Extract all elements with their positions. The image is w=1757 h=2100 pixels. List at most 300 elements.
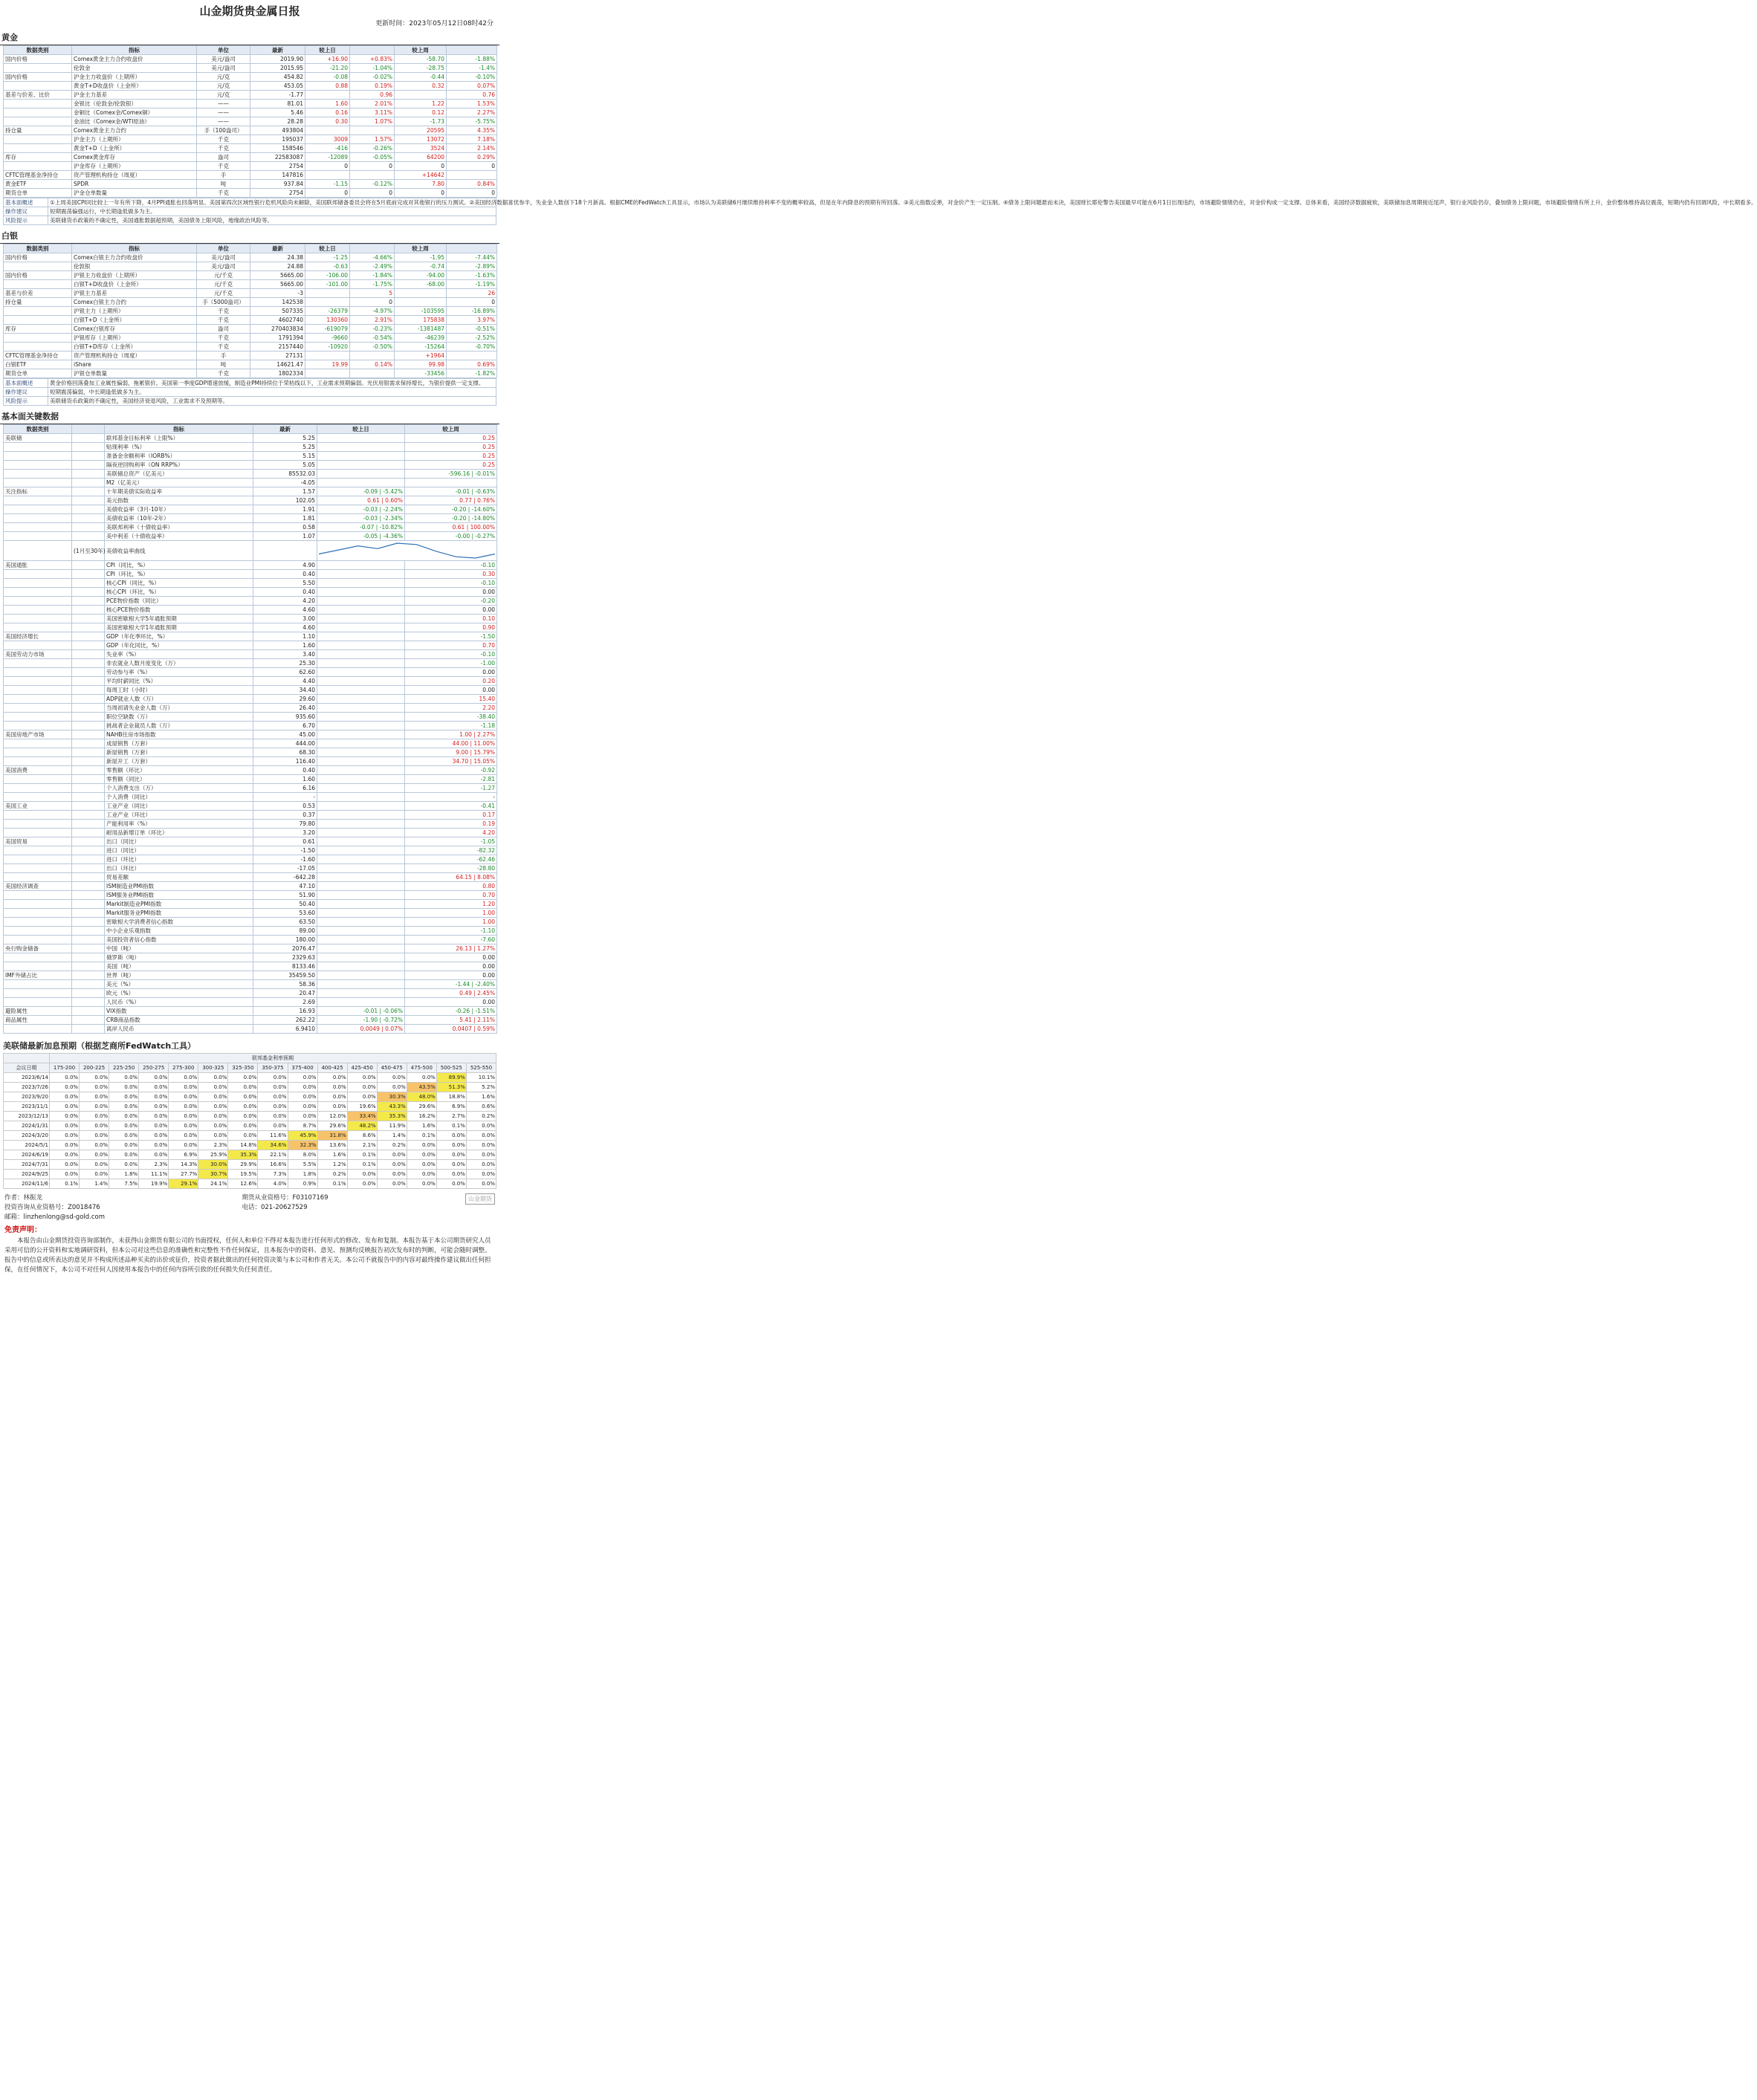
macro-cell: -0.41	[405, 802, 497, 811]
gold-cell	[305, 91, 350, 100]
macro-cell	[4, 936, 72, 944]
macro-cell: 美债收益率（10年-2年）	[105, 514, 253, 523]
gold-cell: 64200	[395, 153, 447, 162]
macro-cell: 935.60	[253, 713, 317, 722]
fedwatch-prob: 30.3%	[377, 1092, 407, 1102]
silver-col-header: 较上日	[305, 244, 350, 253]
macro-cell	[317, 775, 405, 784]
fedwatch-prob: 34.6%	[258, 1141, 288, 1150]
fedwatch-prob: 0.0%	[317, 1092, 347, 1102]
fedwatch-prob: 8.6%	[347, 1131, 377, 1141]
fedwatch-prob: 0.0%	[109, 1150, 139, 1160]
silver-table-row	[4, 253, 497, 262]
macro-cell: 45.00	[253, 730, 317, 739]
silver-cell: 1791394	[250, 334, 305, 343]
gold-cell	[4, 108, 72, 117]
macro-cell: 0.58	[253, 523, 317, 532]
silver-cell: 白银T+D收盘价（上金所）	[72, 280, 197, 289]
macro-cell	[4, 461, 72, 470]
fedwatch-prob: 0.0%	[139, 1083, 169, 1092]
silver-cell: 24.88	[250, 262, 305, 271]
fedwatch-prob: 48.0%	[407, 1092, 436, 1102]
macro-cell: 5.25	[253, 434, 317, 443]
gold-cell: +14642	[395, 171, 447, 180]
fedwatch-prob: 0.0%	[228, 1083, 258, 1092]
macro-table-row	[4, 597, 497, 606]
fedwatch-date: 2023/9/20	[4, 1092, 50, 1102]
fedwatch-prob: 1.6%	[407, 1121, 436, 1131]
silver-cell: Comex白银主力合约收盘价	[72, 253, 197, 262]
silver-cell: 0.14%	[350, 360, 395, 369]
macro-cell	[317, 452, 405, 461]
gold-cell: 0.07%	[447, 82, 497, 91]
fedwatch-prob: 0.0%	[109, 1083, 139, 1092]
gold-cell: -5.75%	[447, 117, 497, 126]
macro-table-row	[4, 713, 497, 722]
silver-cell	[4, 307, 72, 316]
fedwatch-table	[3, 1053, 496, 1189]
silver-cell: 14621.47	[250, 360, 305, 369]
macro-cell	[72, 882, 105, 891]
fedwatch-prob: 0.0%	[288, 1102, 317, 1112]
macro-cell	[405, 479, 497, 487]
macro-cell	[4, 757, 72, 766]
macro-cell: 密歇根大学消费者信心指数	[105, 918, 253, 927]
macro-table-row	[4, 514, 497, 523]
silver-cell: 盎司	[197, 325, 250, 334]
silver-table-header	[4, 244, 497, 253]
macro-col-header: 数据类别	[4, 425, 72, 434]
macro-cell: Markit服务业PMI指数	[105, 909, 253, 918]
silver-cell: -0.63	[305, 262, 350, 271]
gold-cell: 493804	[250, 126, 305, 135]
macro-cell	[72, 900, 105, 909]
macro-cell: -0.09 | -5.42%	[317, 487, 405, 496]
fedwatch-prob: 0.0%	[407, 1073, 436, 1083]
macro-cell	[72, 837, 105, 846]
macro-table-row	[4, 730, 497, 739]
gold-cell	[350, 126, 395, 135]
macro-cell	[4, 784, 72, 793]
email[interactable]: 邮箱：linzhenlong@sd-gold.com	[4, 1213, 106, 1221]
silver-cell: -1.25	[305, 253, 350, 262]
fedwatch-date: 2023/7/26	[4, 1083, 50, 1092]
macro-cell	[317, 695, 405, 704]
macro-cell	[4, 918, 72, 927]
silver-cell: -46239	[395, 334, 447, 343]
macro-cell: -62.46	[405, 855, 497, 864]
silver-table-row	[4, 351, 497, 360]
fedwatch-prob: 2.1%	[347, 1141, 377, 1150]
gold-table-header	[4, 46, 497, 55]
macro-table-header	[4, 425, 497, 434]
macro-cell	[4, 900, 72, 909]
macro-table-row	[4, 722, 497, 730]
author: 作者：林振龙	[4, 1194, 43, 1202]
gold-table	[3, 45, 497, 198]
macro-cell: 102.05	[253, 496, 317, 505]
fedwatch-prob: 0.0%	[139, 1131, 169, 1141]
gold-basic-label: 基本面概述	[4, 198, 48, 207]
macro-col-header: 较上周	[405, 425, 497, 434]
fedwatch-prob: 0.0%	[80, 1073, 109, 1083]
fedwatch-prob: 0.0%	[109, 1092, 139, 1102]
macro-cell	[72, 570, 105, 579]
macro-cell: 新屋开工（万套）	[105, 757, 253, 766]
macro-cell	[4, 479, 72, 487]
silver-cell: -1.63%	[447, 271, 497, 280]
macro-cell: CPI（环比，%）	[105, 570, 253, 579]
macro-table-row	[4, 980, 497, 989]
fedwatch-prob: 0.1%	[347, 1160, 377, 1170]
macro-cell	[317, 811, 405, 820]
fedwatch-prob: 0.0%	[50, 1131, 80, 1141]
silver-cell: 3.97%	[447, 316, 497, 325]
macro-cell	[4, 980, 72, 989]
gold-cell: 28.28	[250, 117, 305, 126]
macro-cell	[317, 846, 405, 855]
macro-cell: 核心PCE物价指数	[105, 606, 253, 615]
macro-table-row	[4, 936, 497, 944]
macro-cell: 1.81	[253, 514, 317, 523]
gold-cell: CFTC管理基金净持仓	[4, 171, 72, 180]
gold-table-row	[4, 135, 497, 144]
macro-cell	[72, 659, 105, 668]
macro-cell: 2076.47	[253, 944, 317, 953]
macro-cell	[4, 443, 72, 452]
fedwatch-prob: 0.0%	[169, 1112, 198, 1121]
fedwatch-col-header: 350-375	[258, 1063, 288, 1073]
gold-cell: -1.15	[305, 180, 350, 189]
silver-table-row	[4, 316, 497, 325]
macro-cell: 职位空缺数（万）	[105, 713, 253, 722]
macro-cell	[72, 766, 105, 775]
silver-cell: 千克	[197, 334, 250, 343]
macro-table-row	[4, 623, 497, 632]
gold-cell: 0.16	[305, 108, 350, 117]
macro-table-row	[4, 588, 497, 597]
macro-cell: 耐用品新增订单（环比）	[105, 829, 253, 837]
gold-cell: 0.19%	[350, 82, 395, 91]
macro-cell: -2.81	[405, 775, 497, 784]
macro-cell: 6.9410	[253, 1025, 317, 1034]
fedwatch-prob: 0.0%	[228, 1102, 258, 1112]
silver-cell: 沪银主力收盘价（上期所）	[72, 271, 197, 280]
macro-cell: 5.25	[253, 443, 317, 452]
fedwatch-header	[4, 1063, 496, 1073]
macro-cell	[72, 588, 105, 597]
macro-cell: 5.50	[253, 579, 317, 588]
macro-cell	[317, 766, 405, 775]
fedwatch-prob: 0.1%	[407, 1131, 436, 1141]
fedwatch-prob: 0.0%	[169, 1092, 198, 1102]
gold-cell: 20595	[395, 126, 447, 135]
macro-table-row	[4, 962, 497, 971]
macro-cell	[317, 579, 405, 588]
macro-cell	[72, 953, 105, 962]
macro-cell	[72, 757, 105, 766]
silver-cell: 沪银主力基差	[72, 289, 197, 298]
macro-table-row	[4, 561, 497, 570]
macro-cell: -642.28	[253, 873, 317, 882]
fedwatch-col-header: 250-275	[139, 1063, 169, 1073]
macro-table-row	[4, 570, 497, 579]
fedwatch-prob: 0.0%	[109, 1121, 139, 1131]
macro-cell: 美元（%）	[105, 980, 253, 989]
macro-cell	[72, 775, 105, 784]
fedwatch-prob: 0.9%	[288, 1179, 317, 1189]
gold-col-header: 单位	[197, 46, 250, 55]
gold-cell: 元/克	[197, 91, 250, 100]
silver-cell: -619079	[305, 325, 350, 334]
macro-cell	[317, 971, 405, 980]
silver-cell: 美元/盎司	[197, 262, 250, 271]
silver-cell: -2.49%	[350, 262, 395, 271]
gold-cell: 持仓量	[4, 126, 72, 135]
macro-cell: 0.00	[405, 588, 497, 597]
fedwatch-prob: 0.0%	[466, 1179, 496, 1189]
macro-cell	[72, 927, 105, 936]
silver-cell: 24.38	[250, 253, 305, 262]
fedwatch-prob: 1.2%	[317, 1160, 347, 1170]
macro-cell	[4, 775, 72, 784]
macro-cell	[317, 944, 405, 953]
macro-cell: 0.61	[253, 837, 317, 846]
fedwatch-prob: 19.5%	[228, 1170, 258, 1179]
fedwatch-prob: 0.0%	[258, 1102, 288, 1112]
silver-risk-text: 美联储货币政策的不确定性，美国经济衰退风险，工业需求不及预期等。	[48, 397, 496, 406]
silver-table-row	[4, 271, 497, 280]
macro-cell: -1.50	[405, 632, 497, 641]
fedwatch-prob: 0.0%	[139, 1092, 169, 1102]
silver-cell: Comex白银库存	[72, 325, 197, 334]
macro-cell: 美联邦利率（十债收益率）	[105, 523, 253, 532]
silver-cell	[350, 351, 395, 360]
silver-cell	[350, 369, 395, 378]
fedwatch-prob: 4.0%	[258, 1179, 288, 1189]
silver-cell: 沪银仓单数量	[72, 369, 197, 378]
macro-cell: 0.25	[405, 461, 497, 470]
silver-cell: 美元/盎司	[197, 253, 250, 262]
fedwatch-prob: 0.0%	[139, 1150, 169, 1160]
macro-table-row	[4, 479, 497, 487]
macro-cell	[317, 722, 405, 730]
macro-cell: 美国经济调查	[4, 882, 72, 891]
fedwatch-prob: 8.0%	[288, 1150, 317, 1160]
fedwatch-row	[4, 1141, 496, 1150]
gold-cell: 4.35%	[447, 126, 497, 135]
macro-table-row	[4, 784, 497, 793]
macro-cell	[4, 523, 72, 532]
macro-cell: 进口（环比）	[105, 855, 253, 864]
macro-cell: 0.19	[405, 820, 497, 829]
gold-col-header	[447, 46, 497, 55]
macro-cell: 62.60	[253, 668, 317, 677]
silver-table-row	[4, 325, 497, 334]
macro-cell: 美中利差（十债收益率）	[105, 532, 253, 541]
fedwatch-prob: 0.0%	[288, 1112, 317, 1121]
silver-cell: 99.98	[395, 360, 447, 369]
macro-cell	[317, 677, 405, 686]
silver-cell: 19.99	[305, 360, 350, 369]
macro-cell	[317, 882, 405, 891]
macro-cell: 新屋销售（万套）	[105, 748, 253, 757]
macro-table-row	[4, 1007, 497, 1016]
macro-cell: 离岸人民币	[105, 1025, 253, 1034]
gold-cell	[4, 135, 72, 144]
silver-table-row	[4, 360, 497, 369]
macro-cell: M2（亿美元）	[105, 479, 253, 487]
macro-cell: 0.40	[253, 570, 317, 579]
macro-cell	[317, 784, 405, 793]
fedwatch-date: 2024/9/25	[4, 1170, 50, 1179]
silver-table-row	[4, 289, 497, 298]
macro-cell	[72, 722, 105, 730]
silver-cell: 2157440	[250, 343, 305, 351]
fedwatch-prob: 0.1%	[436, 1121, 466, 1131]
macro-cell: 0.20	[405, 677, 497, 686]
macro-table-row	[4, 579, 497, 588]
macro-cell	[317, 989, 405, 998]
gold-cell: Comex黄金主力合约	[72, 126, 197, 135]
fedwatch-row	[4, 1150, 496, 1160]
macro-cell: 4.60	[253, 623, 317, 632]
silver-cell	[4, 343, 72, 351]
macro-cell	[72, 730, 105, 739]
silver-basic-label: 基本面概述	[4, 379, 48, 388]
macro-cell	[317, 713, 405, 722]
macro-cell: ADP就业人数（万）	[105, 695, 253, 704]
fedwatch-prob: 0.0%	[288, 1073, 317, 1083]
macro-cell	[317, 570, 405, 579]
gold-cell: -1.73	[395, 117, 447, 126]
macro-cell	[317, 837, 405, 846]
fedwatch-prob: 0.0%	[109, 1102, 139, 1112]
gold-cell: -1.77	[250, 91, 305, 100]
macro-cell: 美联储总资产（亿美元）	[105, 470, 253, 479]
gold-cell: 国内价格	[4, 73, 72, 82]
macro-table-row	[4, 989, 497, 998]
fedwatch-prob: 30.0%	[198, 1160, 228, 1170]
macro-cell: 444.00	[253, 739, 317, 748]
macro-cell: 0.0407 | 0.59%	[405, 1025, 497, 1034]
macro-cell: 非农就业人数月度变化（万）	[105, 659, 253, 668]
macro-cell: 成屋销售（万套）	[105, 739, 253, 748]
macro-cell	[4, 514, 72, 523]
fedwatch-prob: 32.3%	[288, 1141, 317, 1150]
silver-cell: 吨	[197, 360, 250, 369]
gold-cell: 黄金T+D收盘价（上金所）	[72, 82, 197, 91]
macro-cell: 美元指数	[105, 496, 253, 505]
silver-cell: -1.75%	[350, 280, 395, 289]
macro-cell: 20.47	[253, 989, 317, 998]
silver-table-row	[4, 298, 497, 307]
macro-table-row	[4, 1025, 497, 1034]
gold-cell: 2.01%	[350, 100, 395, 108]
macro-cell: 俄罗斯（吨）	[105, 953, 253, 962]
macro-cell: -0.10	[405, 650, 497, 659]
fedwatch-prob: 1.8%	[288, 1170, 317, 1179]
macro-cell	[4, 541, 72, 561]
fedwatch-prob: 0.0%	[436, 1150, 466, 1160]
macro-cell	[317, 820, 405, 829]
macro-cell: 1.00 | 2.27%	[405, 730, 497, 739]
gold-cell	[350, 171, 395, 180]
macro-cell: 1.00	[405, 918, 497, 927]
macro-cell	[4, 579, 72, 588]
gold-cell: 195037	[250, 135, 305, 144]
macro-cell	[72, 793, 105, 802]
fedwatch-date: 2023/12/13	[4, 1112, 50, 1121]
gold-cell: 手	[197, 171, 250, 180]
macro-cell	[4, 927, 72, 936]
silver-cell: 资产管理机构持仓（周度）	[72, 351, 197, 360]
macro-table	[3, 424, 497, 1034]
silver-cell: 270403834	[250, 325, 305, 334]
macro-cell	[317, 588, 405, 597]
fedwatch-prob: 0.0%	[436, 1179, 466, 1189]
fedwatch-prob: 0.0%	[50, 1160, 80, 1170]
fedwatch-prob: 0.0%	[317, 1083, 347, 1092]
fedwatch-prob: 0.0%	[139, 1073, 169, 1083]
gold-cell: 沪金主力（上期所）	[72, 135, 197, 144]
fedwatch-date: 2023/11/1	[4, 1102, 50, 1112]
phone: 电话：021-20627529	[242, 1204, 308, 1211]
fedwatch-prob: 0.0%	[50, 1092, 80, 1102]
macro-cell: 挑战者企业裁员人数（万）	[105, 722, 253, 730]
gold-table-row	[4, 64, 497, 73]
fedwatch-prob: 0.0%	[198, 1131, 228, 1141]
gold-cell: -416	[305, 144, 350, 153]
fedwatch-prob: 0.0%	[198, 1083, 228, 1092]
macro-cell: -0.26 | -1.51%	[405, 1007, 497, 1016]
silver-cell: Comex白银主力合约	[72, 298, 197, 307]
fedwatch-prob: 7.5%	[109, 1179, 139, 1189]
fedwatch-prob: 0.0%	[377, 1160, 407, 1170]
macro-cell	[4, 570, 72, 579]
macro-cell: -0.10	[405, 579, 497, 588]
fedwatch-prob: 0.0%	[258, 1073, 288, 1083]
macro-table-row	[4, 541, 497, 561]
macro-cell: -28.80	[405, 864, 497, 873]
silver-cell: 白银T+D（上金所）	[72, 316, 197, 325]
macro-cell: -0.03 | -2.34%	[317, 514, 405, 523]
macro-cell	[4, 532, 72, 541]
fedwatch-prob: 0.0%	[169, 1141, 198, 1150]
fedwatch-col-header: 225-250	[109, 1063, 139, 1073]
fedwatch-prob: 0.2%	[466, 1112, 496, 1121]
macro-cell: 美国通胀	[4, 561, 72, 570]
fedwatch-prob: 29.9%	[228, 1160, 258, 1170]
fedwatch-col-header: 300-325	[198, 1063, 228, 1073]
gold-cell: -1.04%	[350, 64, 395, 73]
fedwatch-prob: 35.3%	[228, 1150, 258, 1160]
macro-cell: 29.60	[253, 695, 317, 704]
macro-table-row	[4, 748, 497, 757]
fedwatch-prob: 12.0%	[317, 1112, 347, 1121]
macro-cell: 5.41 | 2.11%	[405, 1016, 497, 1025]
fedwatch-prob: 0.0%	[258, 1092, 288, 1102]
gold-table-row	[4, 171, 497, 180]
fedwatch-prob: 29.6%	[317, 1121, 347, 1131]
macro-cell	[317, 597, 405, 606]
gold-section-title: 黄金	[0, 27, 499, 45]
gold-cell: 0.32	[395, 82, 447, 91]
silver-cell: 千克	[197, 369, 250, 378]
gold-cell: 0	[395, 189, 447, 198]
fedwatch-prob: 0.0%	[198, 1112, 228, 1121]
macro-cell: 64.15 | 8.08%	[405, 873, 497, 882]
